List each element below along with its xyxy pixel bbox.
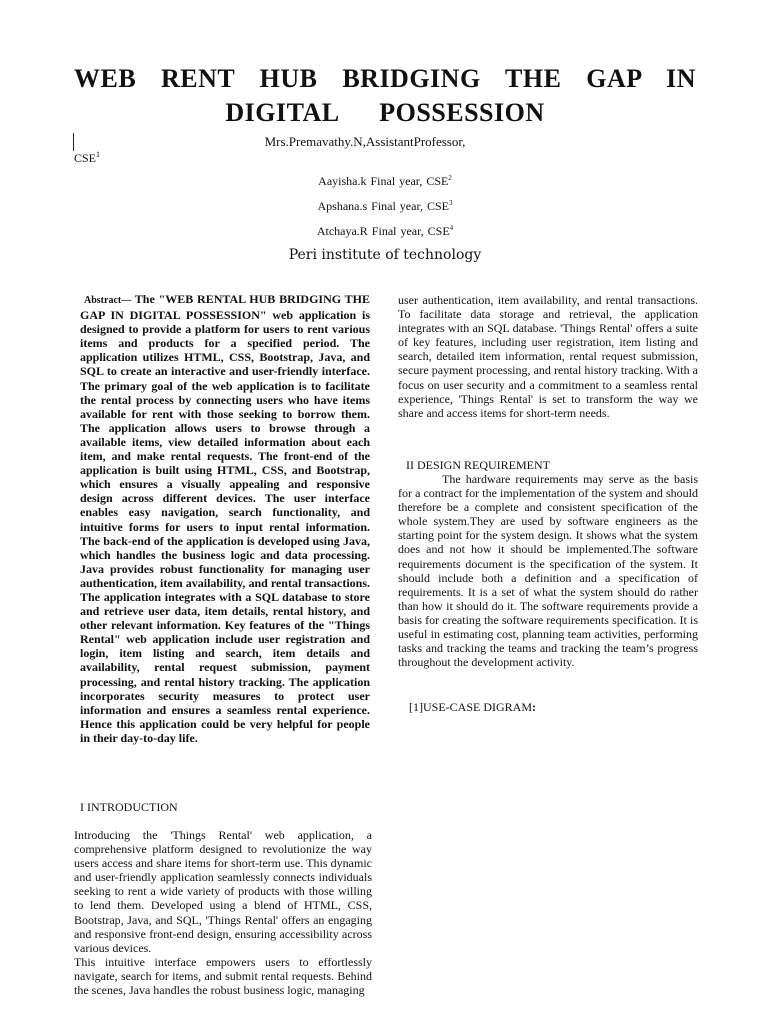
introduction-continuation bbox=[398, 293, 698, 420]
coauthor-3-superscript: 4 bbox=[449, 224, 454, 232]
use-case-diagram-heading bbox=[409, 700, 536, 715]
coauthor-3 bbox=[0, 224, 768, 239]
abstract-text: The "WEB RENTAL HUB BRIDGING THE GAP IN DIGITAL POSSESSION" web application is designed to provide a platform for users to rent various items and products for a specified period. The application utilizes HTML, CSS, Bootstrap, Java, and SQL to create an interactive and user-friendly interface. The primary goal of the web application is to facilitate the rental process by connecting users who have items available for rent with those seeking to borrow them. The application allows users to browse through a available items, view detailed information about each item, and make rental requests. The front-end of the application is built using HTML, CSS, and Bootstrap, which ensures a visually appealing and responsive design across different devices. The user interface enables easy navigation, search functionality, and intuitive forms for users to input rental information. The back-end of the application is developed using Java, which handles the business logic and data processing. Java provides robust functionality for managing user authentication, item availability, and rental transactions. The application integrates with a SQL database to store and retrieve user data, item details, rental history, and other relevant information. Key features of the "Things Rental" web application include user registration and login, item listing and search, item details and availability, rental request submission, payment processing, and rental history tracking. The application incorporates security measures to protect user information and ensures a seamless rental experience. Hence this application could be very helpful for people in their day-to-day life. bbox=[80, 292, 370, 745]
coauthor-2-text: Apshana.s Final year, CSE bbox=[317, 199, 449, 213]
paper-title-line-2: DIGITAL POSSESSION bbox=[225, 98, 545, 127]
introduction-paragraph-2: This intuitive interface empowers users to effortlessly navigate, search for items, and submit rental requests. Behind the scenes, Java handles the robust business logic, managing bbox=[74, 954, 372, 998]
text-cursor-icon bbox=[73, 133, 74, 151]
introduction-paragraph-1: Introducing the 'Things Rental' web application, a comprehensive platform designed to revolutionize the way users access and share items for short-term use. This dynamic and user-friendly application seamlessly connects individuals seeking to rent a wide variety of products with those willing to lend them. Developed using a blend of HTML, CSS, Bootstrap, Java, and SQL, 'Things Rental' offers an engaging and responsive front-end design, ensuring accessibility across various devices. bbox=[74, 828, 372, 955]
introduction-heading: I INTRODUCTION bbox=[80, 800, 178, 814]
main-author-department-text: CSE bbox=[74, 151, 97, 165]
institute-name: Peri institute of technology bbox=[288, 247, 482, 263]
main-author: Mrs.Premavathy.N,AssistantProfessor, bbox=[264, 134, 466, 149]
coauthor-2-superscript: 3 bbox=[449, 199, 453, 207]
coauthor-1-text: Aayisha.k Final year, CSE bbox=[318, 174, 449, 188]
design-requirement-heading: II DESIGN REQUIREMENT bbox=[406, 458, 550, 472]
main-author-superscript: 1 bbox=[96, 150, 101, 159]
design-requirement-paragraph bbox=[398, 472, 698, 669]
coauthor-1 bbox=[0, 174, 768, 189]
abstract-label: Abstract— bbox=[84, 295, 132, 306]
introduction-continuation-text: user authentication, item availability, and rental transactions. To facilitate data storage and retrieval, the application integrates with an SQL database. 'Things Rental' offers a suite of key features, including user registration, item listing and search, detailed item information, rental request submission, secure payment processing, and rental history tracking. With a focus on user security and a commitment to a seamless rental experience, 'Things Rental' is set to transform the way we share and access items for short-term needs. bbox=[398, 293, 698, 420]
abstract-block bbox=[80, 292, 370, 745]
coauthor-2 bbox=[0, 199, 768, 214]
main-author-department bbox=[74, 150, 100, 166]
design-requirement-body bbox=[398, 472, 698, 669]
paper-title bbox=[74, 62, 696, 130]
coauthor-3-text: Atchaya.R Final year, CSE bbox=[316, 224, 450, 238]
use-case-diagram-colon: : bbox=[532, 700, 536, 714]
abstract-paragraph bbox=[80, 292, 370, 745]
introduction-body bbox=[74, 828, 372, 997]
design-requirement-text: The hardware requirements may serve as the basis for a contract for the implementation of the system and should therefore be a complete and consistent specification of the whole system.They are used by software engineers as the starting point for the system design. It shows what the system does and not how it should be implemented.The software requirements document is the specification of the system. It should include both a definition and a specification of requirements. It is a set of what the system should do rather than how it should do it. The software requirements provide a basis for creating the software requirements specification. It is useful in estimating cost, planning team activities, performing tasks and tracking the teams and tracking the team’s progress throughout the development activity. bbox=[398, 472, 698, 670]
use-case-diagram-heading-text: [1]USE-CASE DIGRAM bbox=[409, 700, 532, 714]
paper-title-line-1: WEB RENT HUB BRIDGING THE GAP IN bbox=[74, 64, 696, 93]
coauthor-1-superscript: 2 bbox=[448, 174, 452, 182]
